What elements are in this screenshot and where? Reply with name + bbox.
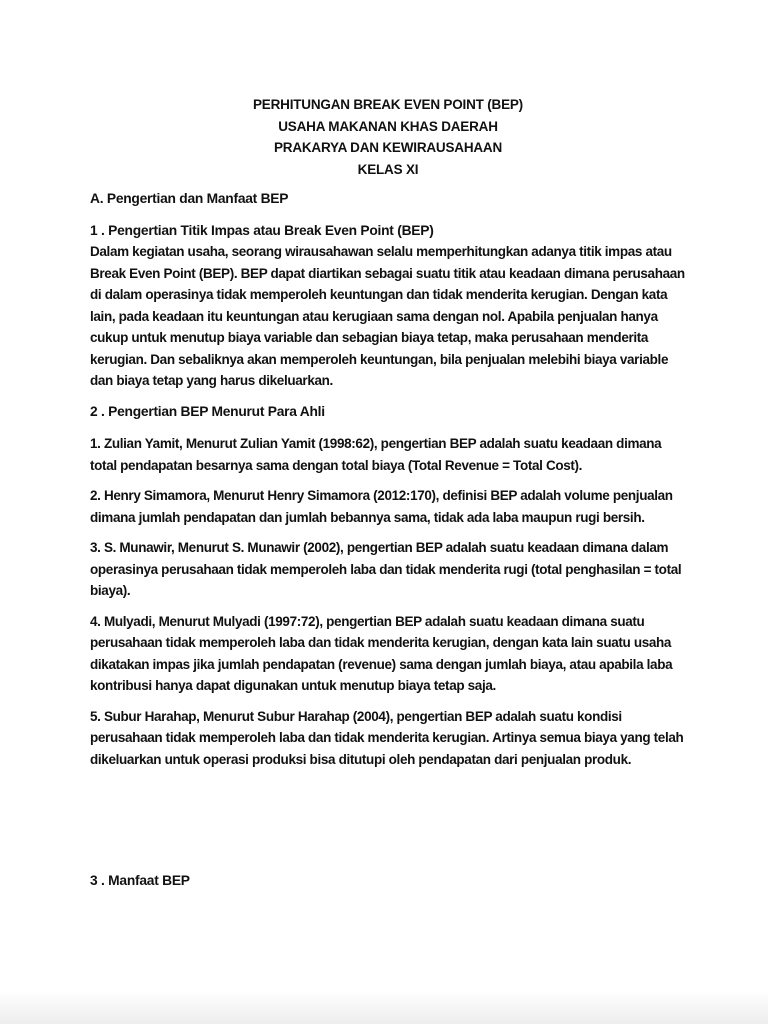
subsection-2-heading: 2 . Pengertian BEP Menurut Para Ahli: [90, 403, 325, 419]
title-line-3: PRAKARYA DAN KEWIRAUSAHAAN: [273, 140, 503, 155]
subsection-1-paragraph: Dalam kegiatan usaha, seorang wirausahawan selalu memperhitungkan adanya titik impas atau Break Even Point (BEP). BEP dapat diartikan sebagai suatu titik atau keadaan dimana perusahaan di dalam operasinya tidak memperoleh keuntungan dan tidak menderita kerugian. Dengan kata lain, pada keadaan itu keuntungan atau kerugiaan sama dengan nol. Apabila penjualan hanya cukup untuk menutup biaya variable dan sebagian biaya tetap, maka perusahaan menderita kerugian. Dan sebaliknya akan memperoleh keuntungan, bila penjualan melebihi biaya variable dan biaya tetap yang harus dikeluarkan.: [90, 244, 685, 388]
expert-definition-paragraph-4: 4. Mulyadi, Menurut Mulyadi (1997:72), pengertian BEP adalah suatu keadaan dimana suatu perusahaan tidak memperoleh laba dan tidak menderita kerugian, dengan kata lain suatu usaha dikatakan impas jika jumlah pendapatan (revenue) sama dengan jumlah biaya, atau apabila laba kontribusi hanya dapat digunakan untuk menutup biaya tetap saja.: [90, 613, 673, 693]
expert-definition-paragraph-5: 5. Subur Harahap, Menurut Subur Harahap (2004), pengertian BEP adalah suatu kondisi perusahaan tidak memperoleh laba dan tidak menderita kerugian. Artinya semua biaya yang telah dikeluarkan untuk operasi produksi bisa ditutupi oleh pendapatan dari penjualan produk.: [90, 708, 684, 767]
expert-definition-paragraph-1: 1. Zulian Yamit, Menurut Zulian Yamit (1998:62), pengertian BEP adalah suatu keadaan dimana total pendapatan besarnya sama dengan total biaya (Total Revenue = Total Cost).: [90, 436, 662, 473]
subsection-3-heading: 3 . Manfaat BEP: [90, 873, 190, 888]
title-line-2: USAHA MAKANAN KHAS DAERAH: [278, 118, 498, 134]
page-bottom-shade: [0, 990, 768, 1024]
section-a-heading: A. Pengertian dan Manfaat BEP: [90, 191, 289, 206]
title-line-1: PERHITUNGAN BREAK EVEN POINT (BEP): [253, 97, 523, 112]
document-title: [90, 94, 686, 180]
expert-definition-paragraph-2: 2. Henry Simamora, Menurut Henry Simamora (2012:170), definisi BEP adalah volume penjualan dimana jumlah pendapatan dan jumlah bebannya sama, tidak ada laba maupun rugi bersih.: [90, 488, 673, 525]
document-content: [90, 94, 686, 892]
subsection-1-heading: 1 . Pengertian Titik Impas atau Break Even Point (BEP): [90, 222, 434, 238]
expert-definition-paragraph-3: 3. S. Munawir, Menurut S. Munawir (2002), pengertian BEP adalah suatu keadaan dimana dalam operasinya perusahaan tidak memperoleh laba dan tidak menderita rugi (total penghasilan = total biaya).: [90, 540, 682, 598]
title-line-4: KELAS XI: [357, 161, 419, 177]
